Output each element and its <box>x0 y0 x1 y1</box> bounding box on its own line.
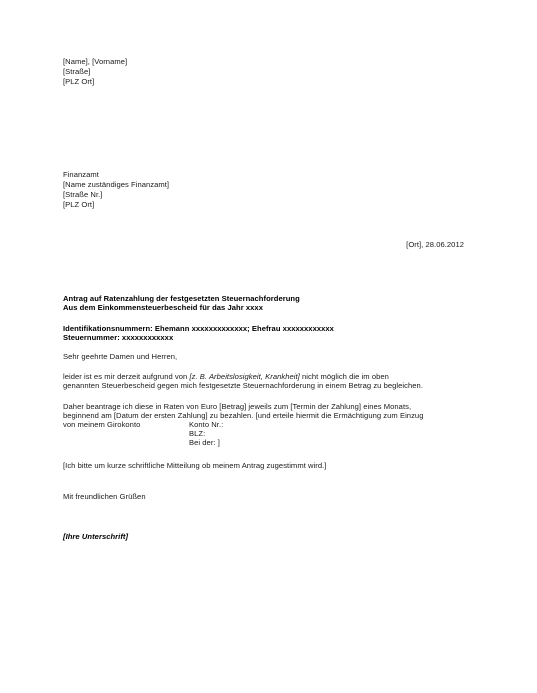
closing: Mit freundlichen Grüßen <box>63 492 146 501</box>
recipient-city: [PLZ Ort] <box>63 200 95 209</box>
account-number-label: Konto Nr.: <box>189 420 224 429</box>
recipient-street: [Straße Nr.] <box>63 190 103 199</box>
salutation: Sehr geehrte Damen und Herren, <box>63 352 178 361</box>
identification-numbers: Identifikationsnummern: Ehemann xxxxxxxxxxxxx; Ehefrau xxxxxxxxxxxx <box>63 324 334 333</box>
date-line: [Ort], 28.06.2012 <box>406 240 464 249</box>
paragraph-2-line-1: Daher beantrage ich diese in Raten von Euro [Betrag] jeweils zum [Termin der Zahlung] eines Monats, <box>63 402 412 411</box>
sender-name: [Name], [Vorname] <box>63 57 128 66</box>
recipient-name: [Name zuständiges Finanzamt] <box>63 180 170 189</box>
signature-placeholder: [Ihre Unterschrift] <box>63 532 129 541</box>
bank-name-label: Bei der: ] <box>189 438 220 447</box>
paragraph-2-line-3: von meinem Girokonto <box>63 420 141 429</box>
subject-line-1: Antrag auf Ratenzahlung der festgesetzten Steuernachforderung <box>63 294 300 303</box>
paragraph-1-line-2: genannten Steuerbescheid gegen mich festgesetzte Steuernachforderung in einem Betrag zu begleichen. <box>63 381 423 390</box>
paragraph-2-line-2: beginnend am [Datum der ersten Zahlung] zu bezahlen. [und erteile hiermit die Ermächtigung zum Einzug <box>63 411 424 420</box>
tax-number: Steuernummer: xxxxxxxxxxxx <box>63 333 174 342</box>
paragraph-1-text-after: nicht möglich die im oben <box>299 372 389 381</box>
sender-street: [Straße] <box>63 67 91 76</box>
bank-code-label: BLZ: <box>189 429 206 438</box>
request-note: [Ich bitte um kurze schriftliche Mitteilung ob meinem Antrag zugestimmt wird.] <box>63 461 327 470</box>
reason-placeholder: [z. B. Arbeitslosigkeit, Krankheit] <box>189 372 300 381</box>
subject-line-2: Aus dem Einkommensteuerbescheid für das Jahr xxxx <box>63 303 263 312</box>
paragraph-1-line-1 <box>63 372 389 381</box>
sender-city: [PLZ Ort] <box>63 77 95 86</box>
recipient-office: Finanzamt <box>63 170 99 179</box>
paragraph-1-text-before: leider ist es mir derzeit aufgrund von <box>63 372 190 381</box>
